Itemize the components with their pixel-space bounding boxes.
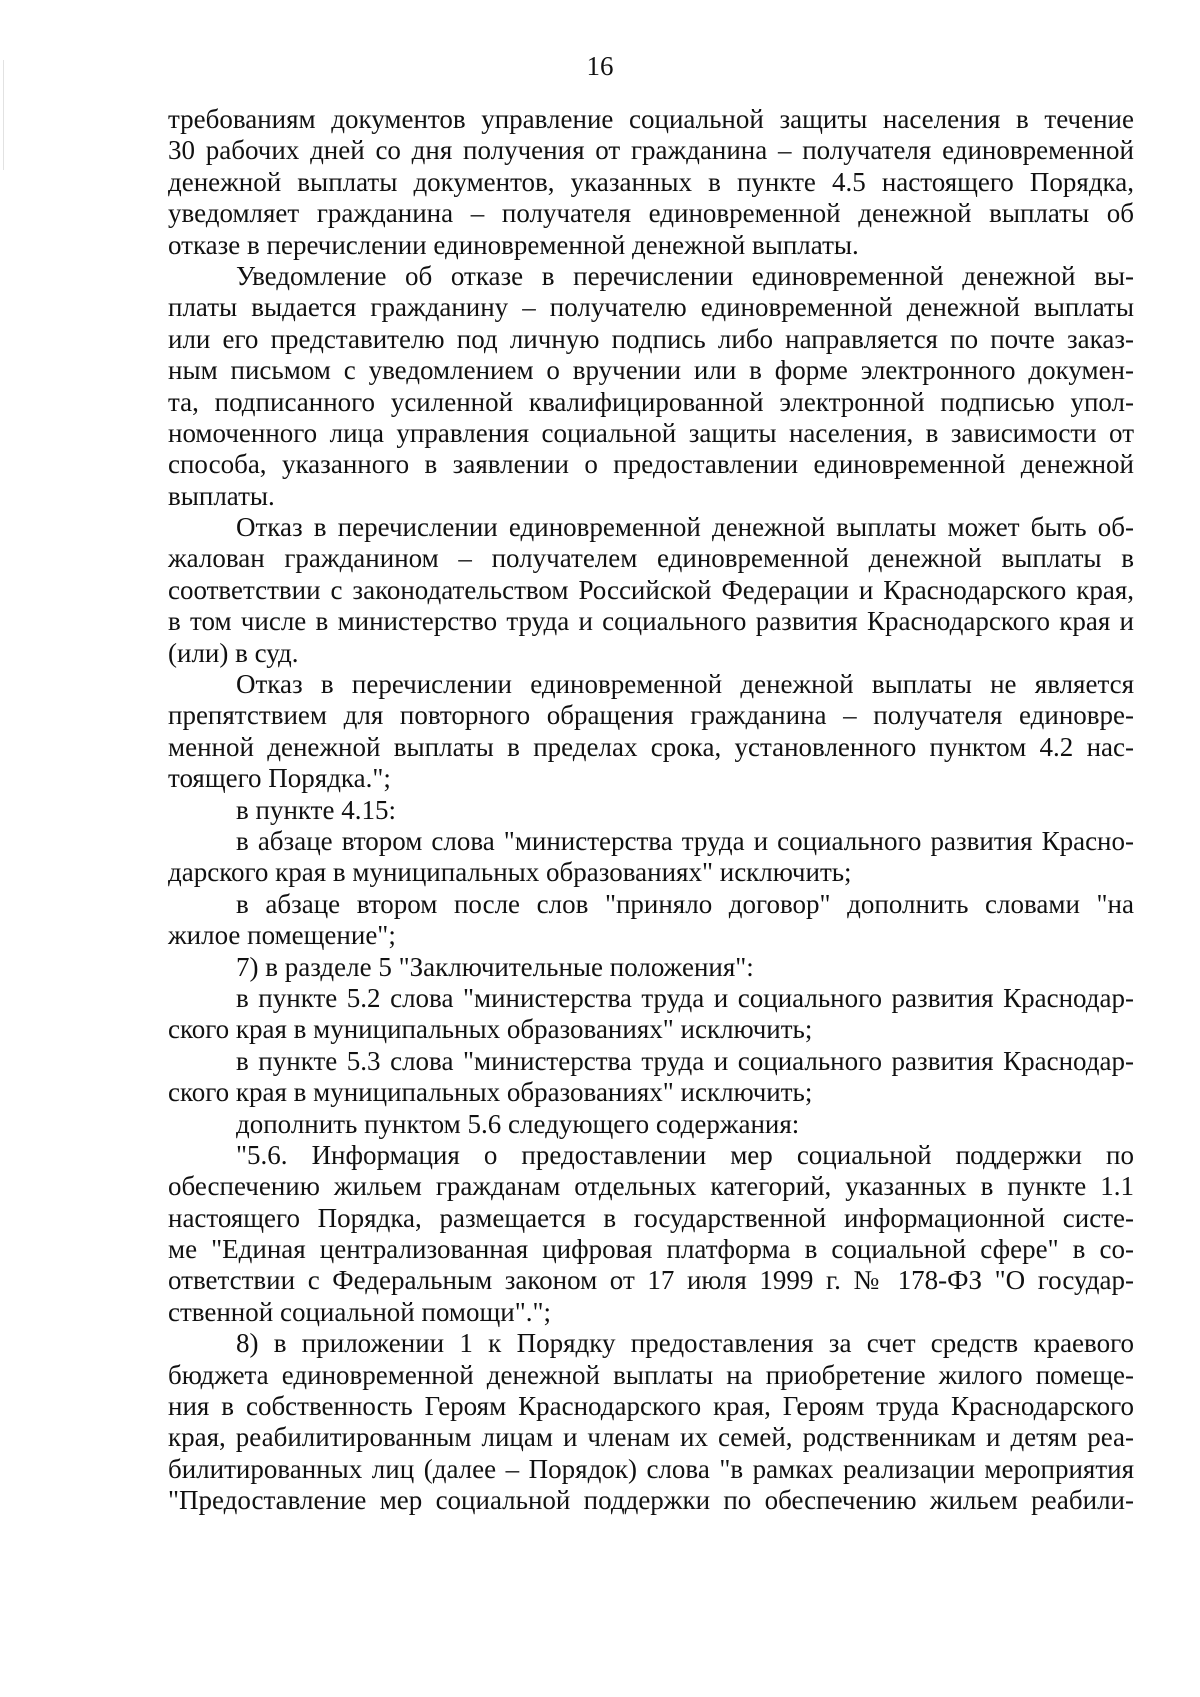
text-line: ственной социальной помощи"."; bbox=[168, 1296, 552, 1327]
text-line: жалован гражданином – получателем единовременной денежной выплаты в bbox=[168, 543, 1134, 574]
text-line: края, реабилитированным лицам и членам их семей, родственникам и детям реа- bbox=[168, 1422, 1134, 1453]
text-line: обеспечению жильем гражданам отдельных категорий, указанных в пункте 1.1 bbox=[168, 1171, 1134, 1202]
text-line: ского края в муниципальных образованиях" исключить; bbox=[168, 1077, 813, 1108]
text-line: в абзаце втором слова "министерства труда и социального развития Красно- bbox=[236, 825, 1134, 856]
text-line: платы выдается гражданину – получателю единовременной денежной выплаты bbox=[168, 292, 1134, 323]
text-line: "Предоставление мер социальной поддержки по обеспечению жильем реабили- bbox=[168, 1485, 1134, 1516]
text-line: препятствием для повторного обращения гражданина – получателя единовре- bbox=[168, 700, 1134, 731]
text-line: дарского края в муниципальных образованиях" исключить; bbox=[168, 857, 852, 888]
text-line: ме "Единая централизованная цифровая платформа в социальной сфере" в со- bbox=[168, 1234, 1134, 1265]
text-line: ным письмом с уведомлением о вручении или в форме электронного докумен- bbox=[168, 355, 1134, 386]
text-line: Уведомление об отказе в перечислении единовременной денежной вы- bbox=[236, 260, 1134, 291]
text-line: номоченного лица управления социальной защиты населения, в зависимости от bbox=[168, 417, 1134, 448]
text-line: или его представителю под личную подпись либо направляется по почте заказ- bbox=[168, 323, 1134, 354]
page-number: 16 bbox=[586, 51, 614, 81]
text-line: 7) в разделе 5 "Заключительные положения": bbox=[236, 951, 754, 982]
text-line: ского края в муниципальных образованиях" исключить; bbox=[168, 1014, 813, 1045]
text-line: отказе в перечислении единовременной денежной выплаты. bbox=[168, 229, 859, 260]
text-line: в абзаце втором после слов "приняло договор" дополнить словами "на bbox=[236, 888, 1134, 919]
text-line: ответствии с Федеральным законом от 17 июля 1999 г. № 178-ФЗ "О государ- bbox=[168, 1265, 1134, 1296]
text-line: денежной выплаты документов, указанных в пункте 4.5 настоящего Порядка, bbox=[168, 166, 1134, 197]
text-line: требованиям документов управление социальной защиты населения в течение bbox=[168, 104, 1134, 134]
text-line: уведомляет гражданина – получателя единовременной денежной выплаты об bbox=[168, 198, 1134, 229]
text-line: жилое помещение"; bbox=[168, 920, 396, 951]
text-line: способа, указанного в заявлении о предоставлении единовременной денежной bbox=[168, 449, 1134, 480]
text-line: выплаты. bbox=[168, 480, 275, 511]
text-line: та, подписанного усиленной квалифицированной электронной подписью упол- bbox=[168, 386, 1134, 417]
text-line: в пункте 5.2 слова "министерства труда и социального развития Краснодар- bbox=[236, 982, 1134, 1013]
text-line: дополнить пунктом 5.6 следующего содержания: bbox=[236, 1108, 800, 1139]
text-line: Отказ в перечислении единовременной денежной выплаты не является bbox=[236, 669, 1134, 700]
text-line: ния в собственность Героям Краснодарского края, Героям труда Краснодарского bbox=[168, 1391, 1134, 1422]
text-line: 8) в приложении 1 к Порядку предоставления за счет средств краевого bbox=[236, 1328, 1134, 1359]
text-line: бюджета единовременной денежной выплаты на приобретение жилого помеще- bbox=[168, 1359, 1134, 1390]
text-line: в пункте 5.3 слова "министерства труда и социального развития Краснодар- bbox=[236, 1045, 1134, 1076]
text-line: билитированных лиц (далее – Порядок) слова "в рамках реализации мероприятия bbox=[168, 1453, 1134, 1484]
text-line: тоящего Порядка."; bbox=[168, 763, 391, 794]
text-line: соответствии с законодательством Российской Федерации и Краснодарского края, bbox=[168, 574, 1134, 605]
text-line: (или) в суд. bbox=[168, 637, 299, 668]
text-line: менной денежной выплаты в пределах срока, установленного пунктом 4.2 нас- bbox=[168, 731, 1134, 762]
text-line: 30 рабочих дней со дня получения от гражданина – получателя единовременной bbox=[168, 135, 1134, 166]
document-body bbox=[168, 104, 1134, 1517]
text-line: Отказ в перечислении единовременной денежной выплаты может быть об- bbox=[236, 512, 1134, 543]
text-line: в пункте 4.15: bbox=[236, 794, 396, 825]
text-line: в том числе в министерство труда и социального развития Краснодарского края и bbox=[168, 606, 1134, 637]
text-line: "5.6. Информация о предоставлении мер социальной поддержки по bbox=[236, 1139, 1134, 1170]
text-line: настоящего Порядка, размещается в государственной информационной систе- bbox=[168, 1202, 1134, 1233]
